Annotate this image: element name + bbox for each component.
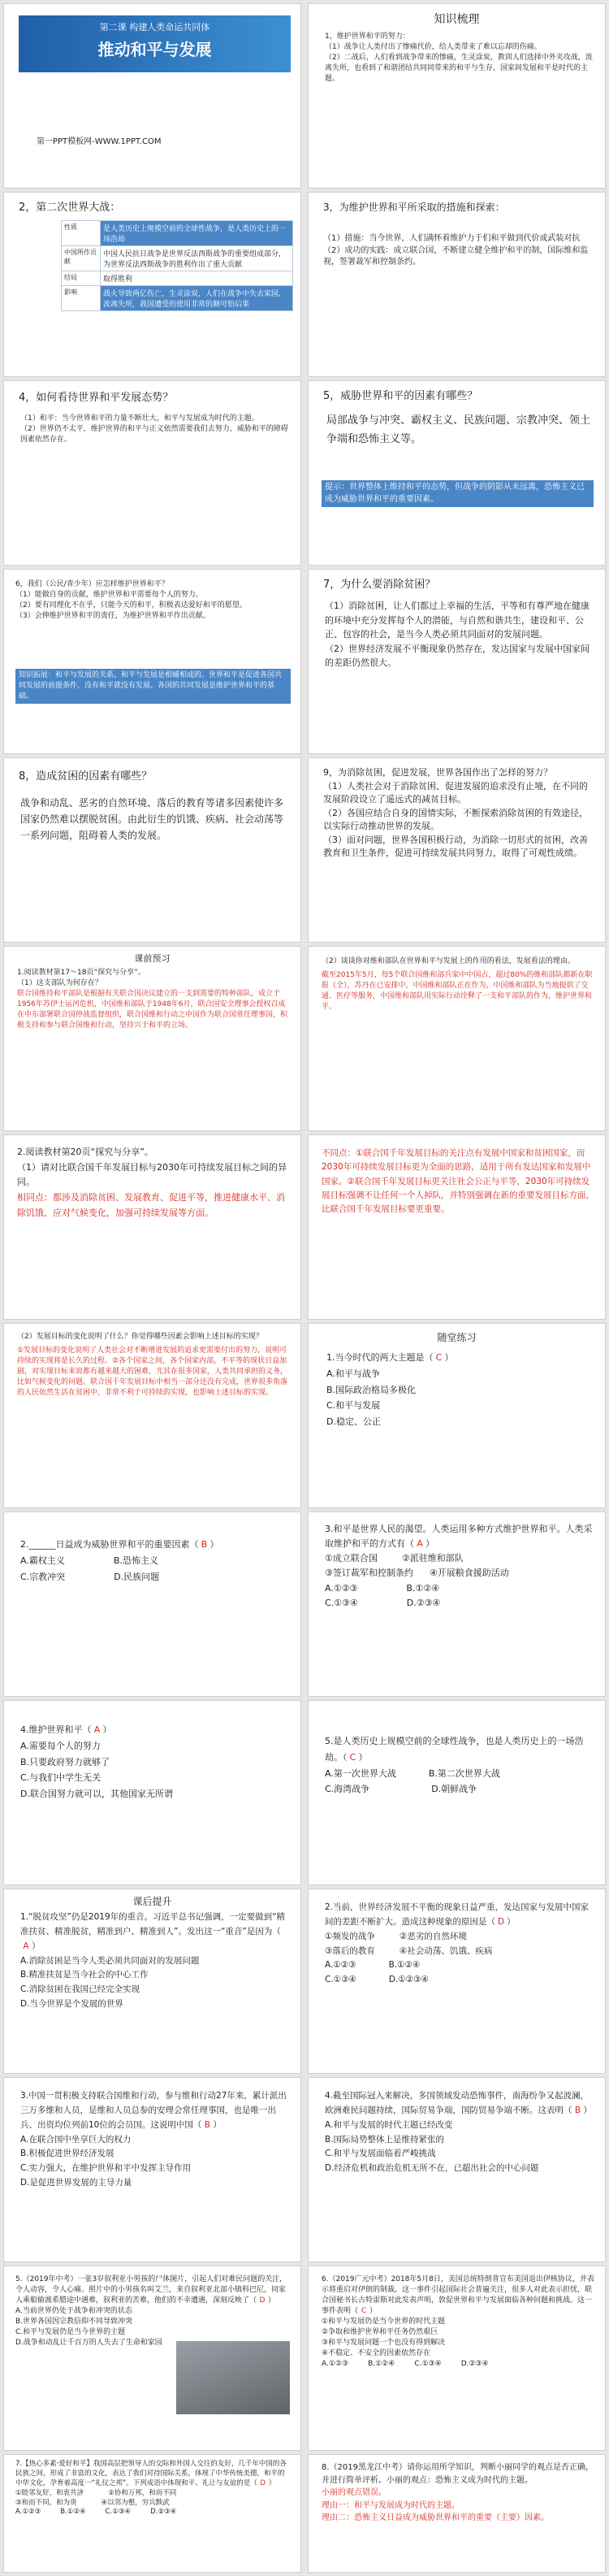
paragraph: （1）和平：当今世界和平的力量不断壮大，和平与发展成为时代的主题。 — [20, 414, 259, 423]
option: D.当今世界是个发展的世界 — [20, 1999, 123, 2010]
question: 3.中国一贯积极支持联合国维和行动，参与维和行动27年来，累计派出三万多维和人员，是维和人员总参的安理会常任理事国，也是唯一出兵、出资均位列前10位的会员国。这说明中国（ B ） — [20, 2089, 291, 2133]
slide-practice-1 — [308, 1323, 606, 1508]
paragraph: （2）世界经济发展不平衡现象仍然存在，发达国家与发展中国家间的差距仍然很大。 — [325, 643, 590, 669]
choice: C.①③④ — [414, 2360, 442, 2369]
answer-letter: B — [574, 2105, 581, 2115]
table-key: 结局 — [62, 271, 101, 286]
option: D.稳定、公正 — [326, 1416, 381, 1428]
option: A.第一次世界大战 — [325, 1767, 396, 1779]
answer: ①发展目标的变化说明了人类社会对不断增进发展的追求更需要付出的努力，说明可持续的实现将是长久的过程。②各个国家之间，各个国家内部，不平等的现状日益加剧，对实现目标来说都有越来越大的困难，尤其在很多国家，人类共同承担的义务，比如气候变化的问题、联合国千年发展目标中相当一部分还没有完成，世界很多角落的人民依然生活在贫困中，非常不利于可持续的实现，也影响上述目标的实现。 — [17, 1347, 288, 1398]
option: C.宗教冲突 — [20, 1571, 66, 1582]
option: ③和平与发展问题一个也没有得到解决 — [322, 2339, 446, 2348]
slide-knowledge — [308, 3, 606, 189]
choice: C.①③④ — [325, 1597, 358, 1608]
question: 2.当前，世界经济发展不平衡的现象日益严重，发达国家与发展中国家间的差距不断扩大。造成这种现象的原因是（ D ） — [325, 1901, 595, 1930]
question: 4，如何看待世界和平发展态势？ — [19, 392, 174, 404]
slide-practice-4 — [3, 1700, 301, 1885]
answer: 理由二：恐怖主义日益成为威胁世界和平的重要（主要）因素。 — [322, 2513, 549, 2522]
table-value: 是人类历史上规模空前的全球性战争，是人类历史上的一场浩劫 — [101, 221, 293, 246]
question: （1）这支部队为何存在？ — [17, 979, 102, 988]
paragraph: （2）成功的实践：成立联合国，不断建立健全维护和平的制，国际维和监视，签署裁军和控制条约。 — [323, 245, 589, 267]
option: B.国际局势整体上是维持紧张的 — [325, 2134, 445, 2144]
option: ①成立联合国 — [325, 1553, 378, 1564]
slide-cover — [3, 3, 301, 189]
option: ②派驻维和部队 — [401, 1553, 464, 1564]
choice: B.①②④ — [368, 2360, 395, 2369]
option: A.和平与战争 — [326, 1368, 380, 1379]
slide-advanced-5 — [3, 2266, 301, 2451]
paragraph: （2）各国应结合自身的国情实际，不断探索消除贫困的有效途径，以实际行动推动世界的发展。 — [323, 807, 588, 831]
option: A.需要每个人的努力 — [20, 1740, 101, 1751]
option: B.国际政治格局多极化 — [326, 1384, 417, 1395]
option: ②协和万邦，和而不同 — [108, 2488, 177, 2497]
slide-advanced-4 — [308, 2077, 606, 2262]
option: B.恐怖主义 — [113, 1555, 158, 1566]
answer-letter: A — [93, 1724, 101, 1735]
question: 7.【热心多素·爱好和平】我国高层把领导人的交际和外国人交往的友好，几千年中国的各民族之间，形成了非富的文化，表达了我们对待国际关系，体现了中华传统美德，和平的中华文化，孕育着高度一“礼仪之邦”。下列成语中体现和平、礼让与友谊的是（ D ） — [15, 2460, 287, 2487]
slide-threats — [308, 380, 606, 566]
table-key: 性质 — [62, 221, 101, 246]
slide-efforts — [308, 757, 606, 943]
option: B.第二次世界大战 — [428, 1767, 500, 1779]
tip-box: 知识拓展：和平与发展的关系。和平与发展是相辅相成的。世界和平是促进各国共同发展的前提条件，没有和平就没有发展。各国的共同发展是维护世界和平的基础。 — [15, 669, 291, 704]
slide-preview — [3, 946, 301, 1131]
answer-letter: B — [204, 2119, 210, 2130]
answer-letter: C — [361, 2307, 367, 2316]
option: A.消除贫困是当今人类必须共同面对的发展问题 — [20, 1955, 200, 1966]
choice: D.②③④ — [406, 1597, 441, 1608]
section-heading: 课前预习 — [134, 953, 171, 964]
question: 6.（2019广元中考）2018年5月8日，美国总统特朗普宣布美国退出伊核协议，并表示将重启对伊朗的制裁。这一事件引起国际社会普遍关注，很多人对此表示担忧，联合国秘书长古特雷斯对此发表声明，敦促世界和平与发展面临各种问题和挑战。这一事件表明（ C ） — [322, 2275, 595, 2317]
option: C.实力强大，在维护世界和平中发挥主导作用 — [20, 2163, 192, 2174]
slide-advanced-2 — [308, 1889, 606, 2074]
option: D.战争和动乱让千百万的人失去了生命和家园 — [15, 2339, 162, 2348]
choice: A.①②③ — [325, 1582, 358, 1594]
choice: D.①②③④ — [388, 1975, 429, 1985]
option: B.积极促进世界经济发展 — [20, 2149, 114, 2159]
option: ①和平与发展仍是当今世界的时代主题 — [322, 2318, 446, 2327]
question: 1.当今时代的两大主题是（ C ） — [326, 1350, 595, 1366]
question: 3.和平是世界人民的渴望。人类运用多种方式维护世界和平。人类采取维护和平的方式有（ A ） — [325, 1522, 595, 1551]
question: 7，为什么要消除贫困？ — [323, 579, 436, 591]
option: C.海湾战争 — [325, 1784, 370, 1795]
choice: B.①②④ — [388, 1960, 421, 1971]
option: B.精准扶贫是当今社会的中心工作 — [20, 1970, 149, 1980]
choice: C.①③④ — [325, 1975, 356, 1985]
option: ②恶劣的自然环境 — [399, 1931, 467, 1941]
question: 5.（2019年中考）一张3岁叙利亚小男孩的尸体图片，引起人们对难民问题的关注，令人动容，令人心痛。照片中的小男孩名叫艾兰，来自叙利亚北部小镇科巴尼，同家人乘船偷渡希腊途中遇难，叙利亚的苦难，他们的不幸遭遇，深刻反映了（ D ） — [15, 2275, 291, 2306]
table-key: 中国所作贡献 — [62, 246, 101, 271]
cover-banner — [19, 15, 291, 72]
slide-measures — [308, 192, 606, 377]
question: 1，维护世界和平的努力： — [325, 33, 410, 41]
slide-advanced-7 — [3, 2454, 301, 2573]
paragraph: （1）消除贫困，让人们都过上幸福的生活，平等和有尊严地在健康的环境中充分发挥每个人的潜能，与自然和谐共生，建设和平、公正、包容的社会，是当今人类必须共同面对的发展问题。 — [325, 601, 590, 640]
choice: D.②③④ — [150, 2508, 177, 2517]
paragraph: 2.阅读教材第20页“探究与分享”。 — [17, 1147, 153, 1157]
option: ③签订裁军和控制条约 — [325, 1568, 413, 1579]
cover-title: 推动和平与发展 — [97, 40, 212, 59]
option: ②争取和维护世界和平任务仍然艰巨 — [322, 2328, 438, 2337]
slide-advanced-1 — [3, 1889, 301, 2074]
question: 8，造成贫困的因素有哪些？ — [19, 770, 153, 783]
option: ③和而不同，和为贵 — [15, 2498, 77, 2507]
option: ④不稳定、不安全的因素依然存在 — [322, 2349, 431, 2358]
slide-advanced-8 — [308, 2454, 606, 2573]
slide-ww2 — [3, 192, 301, 377]
answer: 截至2015年5月，每5个联合国维和部兵家中中国占，超过80%的维和部队都新在职报（全），苏丹在已安排中，中国维和部队正在作为，中国维和部队为当地提供了交通、医疗等服务，中国维和部队用实际行动诠释了一支和平部队的作为，维护世界和平。 — [322, 971, 593, 1012]
option: C.和平与发展 — [326, 1400, 381, 1412]
paragraph: （1）人类社会对于消除贫困、促进发展的追求没有止境，在不同的发展阶段设立了遥远式的减贫目标。 — [323, 780, 588, 804]
choice: C.①③④ — [105, 2508, 132, 2517]
question: 6，我们（公民/青少年）应怎样维护世界和平？ — [15, 580, 169, 588]
option: A.当前世界仍处于战争和冲突的状态 — [15, 2307, 132, 2316]
question: 5，威胁世界和平的因素有哪些？ — [323, 390, 478, 402]
slide-advanced-3 — [3, 2077, 301, 2262]
news-photo — [176, 2341, 290, 2414]
answer-letter: C — [435, 1352, 443, 1363]
question: （2）谈谈你对维和部队在世界和平与发展上的作用的看法，发展看法的理由。 — [322, 957, 575, 965]
paragraph: 局部战争与冲突、霸权主义、民族问题、宗教冲突、领土争端和恐怖主义等。 — [326, 414, 591, 445]
option: C.和平与发展面临着严峻挑战 — [325, 2149, 436, 2159]
question: 2.______日益成为威胁世界和平的重要因素（ B ） — [20, 1537, 291, 1553]
option: ④开展粮食援助活动 — [429, 1568, 509, 1579]
question: （2）发展目标的变化说明了什么？你觉得哪些因素会影响上述目标的实现？ — [17, 1333, 263, 1341]
answer: 小丽的观点错误。 — [322, 2488, 387, 2497]
option: D.民族问题 — [114, 1571, 160, 1582]
table-value: 战火导致两亿伤亡，生灵涂炭，人们在战争中失去家园，流离失所，我国遭受的使用非常的颠可怕后果 — [101, 286, 293, 311]
section-heading: 课后提升 — [132, 1896, 172, 1907]
option: A.在联合国中坐享巨大的权力 — [20, 2134, 132, 2144]
question: 5.是人类历史上规模空前的全球性战争，也是人类历史上的一场浩劫。（ C ） — [325, 1733, 595, 1766]
choice: B.①②④ — [60, 2508, 86, 2517]
slide-peacekeeping — [308, 946, 606, 1131]
question: 8.（2019黑龙江中考）请你运用所学知识，判断小丽同学的观点是否正确，并进行简单评析。小丽的观点：恐怖主义成为时代的主题。 — [322, 2463, 594, 2485]
question: 4.截至国际冠入来解决，多国领域发动恐怖事件，南海纷争又起波澜，欧洲难民问题持续，国际贸易争端，国防贸易争端不断。这表明（ B ） — [325, 2089, 595, 2118]
paragraph: （1）战争让人类付出了惨痛代价，给人类带来了难以忘却的伤痛。 — [325, 43, 542, 52]
option: D.是促进世界发展的主导力量 — [20, 2178, 132, 2188]
slide-practice-5 — [308, 1700, 606, 1885]
table-value: 中国人民抗日战争是世界反法西斯战争的重要组成部分，为世界反法西斯战争的胜利作出了重大贡献 — [101, 246, 293, 271]
answer: 理由一：和平与发展成为时代的主题。 — [322, 2500, 460, 2510]
answer-letter: A — [417, 1538, 423, 1550]
question: 3，为维护世界和平所采取的措施和探索： — [323, 202, 505, 213]
slide-goals-diff — [308, 1134, 606, 1320]
choice: D.②③④ — [460, 2360, 489, 2369]
answer: 联合国维持和平部队是根据有关联合国决议建立的一支到需要的特种部队，成立于1956年苏伊士运河危机，中国维和部队于1948年6月，联合国安全理事会授权召成在中东部署联合国停战监督组织，联合国维和行动之中国作为联合国常任理事国，积极支持和参与联合国维和行动，坚持兴于和平的立场。 — [17, 990, 288, 1030]
answer-letter: D — [259, 2296, 266, 2305]
paragraph: 1.阅读教材第17～18页“探究与分享”。 — [17, 969, 145, 977]
slide-goal-change — [3, 1323, 301, 1508]
slide-practice-2 — [3, 1511, 301, 1697]
paragraph: （3）会伸维护世界和平的责任，为维护世界和平作出贡献。 — [15, 612, 210, 621]
slide-advanced-6 — [308, 2266, 606, 2451]
option: C.与我们中学生无关 — [20, 1772, 102, 1784]
answer-letter: B — [201, 1539, 208, 1550]
option: ③落后的教育 — [325, 1945, 375, 1956]
choice: A.①②③ — [15, 2508, 41, 2517]
paragraph: （2）要有同理化不在乎，只能今天的和平，积极表达爱好和平的愿望。 — [15, 601, 247, 610]
answer-letter: D — [497, 1916, 505, 1927]
question: 9，为消除贫困，促进发展，世界各国作出了怎样的努力？ — [323, 767, 552, 778]
paragraph: （2）世界仍不太平，维护世界的和平与正义依然需要我们去努力，威胁和平的障碍因素依然存在。 — [20, 425, 288, 445]
paragraph: （3）面对问题，世界各国积极行动，为消除一切形式的贫困，改善教育和卫生条件，促进可持续发展共同努力，取得了可观性成绩。 — [323, 834, 588, 858]
answer: 相同点：都涉及消除贫困、发展教育、促进平等，推进健康水平、消除饥饿、应对气候变化，加强可持续发展等方面。 — [17, 1192, 285, 1218]
option: ④社会动荡、饥饿、疾病 — [399, 1945, 493, 1956]
slide-citizens — [3, 569, 301, 754]
cover-subtitle: 第二课 构建人类命运共同体 — [99, 22, 210, 33]
slide-practice-3 — [308, 1511, 606, 1697]
option: D.经济危机和政治危机无所不在，已超出社会的中心问题 — [325, 2163, 539, 2174]
answer-letter: A — [23, 1941, 29, 1951]
choice: A.①②③ — [325, 1960, 356, 1971]
slide-goals — [3, 1134, 301, 1320]
option: ④以邻为壑，穷兵黩武 — [101, 2498, 170, 2507]
section-heading: 知识梳理 — [434, 13, 480, 26]
option: A.霸权主义 — [20, 1555, 65, 1566]
section-heading: 随堂练习 — [437, 1332, 477, 1343]
choice: A.①②③ — [322, 2360, 349, 2369]
option: D.联合国努力就可以，其他国家无所谓 — [20, 1789, 173, 1800]
question: 1.“脱贫攻坚”仍是2019年的重音。习近平总书记强调，一定要做到“精准扶贫、精准脱贫，精准到户、精准到人”。发出这一“重音”是因为（A ） — [20, 1910, 291, 1954]
option: D.朝鲜战争 — [431, 1784, 477, 1795]
question: （1）请对比联合国千年发展目标与2030年可持续发展目标之间的异同。 — [17, 1161, 287, 1188]
choice: B.①②④ — [406, 1582, 440, 1594]
tip-box: 提示：世界整体上维持和平的态势，但战争的阴影从未远离，恐怖主义已成为威胁世界和平的重要因素。 — [322, 480, 594, 507]
question: 2，第二次世界大战： — [19, 202, 121, 214]
ww2-table — [61, 220, 293, 311]
option: ①频发的战争 — [325, 1931, 375, 1941]
option: A.和平与发展的时代主题已经改变 — [325, 2119, 453, 2130]
slide-situation — [3, 380, 301, 566]
paragraph: 战争和动乱、恶劣的自然环境、落后的教育等诸多因素使许多国家仍然难以摆脱贫困。由此衍生的饥饿、疾病、社会动荡等一系列问题，阻碍着人类的发展。 — [20, 797, 284, 841]
option: ①睦邻友好，和衷共济 — [15, 2488, 84, 2497]
answer-letter: C — [349, 1751, 356, 1763]
paragraph: （1）措施：当今世界，人们满怀着维护力于们和平做到代价或武装对抗 — [323, 234, 581, 243]
answer-letter: D — [260, 2478, 266, 2487]
option: C.消除贫困在我国已经完全实现 — [20, 1984, 140, 1995]
table-value: 取得胜利 — [101, 271, 293, 286]
answer: 不同点：①联合国千年发展目标的关注点有发展中国家和贫困国家，而2030年可持续发展目标更为全面的思路，适用于所有发达国家和发展中国家。②联合国千年发展目标更关注社会公正与平等，2030年可持续发展目标强调不让任何一个人掉队，并特别强调在新的重要发展目标方面，比联合国千年发展目标要更重要。 — [322, 1148, 594, 1215]
option: B.世界各国因宗教信仰不同导致冲突 — [15, 2318, 133, 2327]
paragraph: （1）能做自身的贡献，维护世界和平需要每个人的努力。 — [15, 591, 203, 600]
slide-poverty-causes — [3, 757, 301, 943]
table-key: 影响 — [62, 286, 101, 311]
question: 4.维护世界和平（ A ） — [20, 1722, 291, 1738]
paragraph: （2）二战后，人们看到战争带来的惨痛，生灵涂炭，教训人们选择中外夹攻战，流离失所，也看到了和谐团结共同同带来的和平与生存，国家间发展和平是时代的主题。 — [325, 54, 593, 84]
option: C.和平与发展仍是当今世界的主题 — [15, 2328, 126, 2337]
site-text: 第一PPT模板网-WWW.1PPT.COM — [37, 137, 162, 146]
option: B.只要政府努力就够了 — [20, 1756, 110, 1767]
slide-poverty — [308, 569, 606, 754]
